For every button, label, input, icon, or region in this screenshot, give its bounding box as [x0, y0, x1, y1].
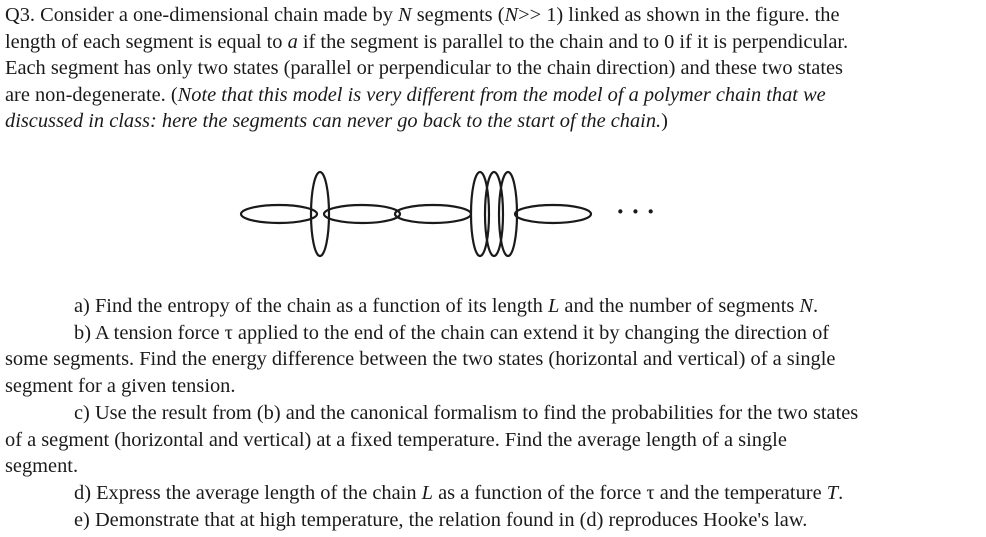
- question-parts: [5, 293, 983, 533]
- italic-note: Note that this model is very different from the model of a polymer chain that we: [177, 83, 826, 106]
- question-line-1: [5, 2, 983, 29]
- question-line-3: Each segment has only two states (parallel or perpendicular to the chain direction) and these two states: [5, 57, 843, 79]
- part-d: [5, 480, 983, 507]
- text-run: d) Express the average length of the chain: [74, 481, 422, 504]
- chain-segment-vertical: [471, 172, 489, 256]
- text-run: are non-degenerate. (: [5, 83, 178, 106]
- chain-segment-horizontal: [241, 205, 317, 223]
- part-a: [5, 293, 983, 320]
- chain-continuation-ellipsis: · · ·: [616, 197, 656, 226]
- variable-l: L: [547, 295, 560, 317]
- part-c-line-3: segment.: [5, 455, 79, 478]
- chain-segment-horizontal: [395, 205, 471, 223]
- text-run: as a function of the force τ and the temperature: [432, 481, 827, 504]
- part-b-line-1: b) A tension force τ applied to the end of the chain can extend it by changing the direction of: [74, 321, 830, 344]
- question-line-2: [5, 29, 983, 56]
- chain-segment-vertical: [311, 172, 329, 256]
- text-run: a) Find the entropy of the chain as a function of its length: [74, 295, 548, 317]
- question-line-5: [5, 108, 983, 135]
- text-run: and the number of segments: [559, 295, 800, 317]
- text-run: >> 1) linked as shown in the figure. the: [518, 4, 840, 26]
- part-e: e) Demonstrate that at high temperature, the relation found in (d) reproduces Hooke's law.: [74, 508, 808, 531]
- text-run: length of each segment is equal to: [5, 30, 288, 53]
- text-run: .: [813, 295, 819, 317]
- text-run: Q3. Consider a one-dimensional chain made by: [5, 4, 398, 26]
- chain-segment-horizontal: [515, 205, 591, 223]
- variable-t: T: [826, 481, 839, 504]
- part-c-line-2: of a segment (horizontal and vertical) at a fixed temperature. Find the average length of a single: [5, 428, 787, 451]
- text-run: ): [661, 110, 668, 132]
- variable-a: a: [287, 30, 298, 53]
- variable-n: N: [504, 4, 519, 26]
- variable-n: N: [799, 295, 814, 317]
- variable-n: N: [398, 4, 412, 26]
- chain-figure: [238, 166, 698, 262]
- variable-l: L: [421, 481, 433, 504]
- text-run: segments (: [411, 4, 505, 26]
- part-b-line-2: some segments. Find the energy difference between the two states (horizontal and vertical) of a single: [5, 348, 836, 371]
- question-line-4: [5, 82, 983, 109]
- part-b-line-3: segment for a given tension.: [5, 375, 236, 398]
- chain-segment-vertical: [485, 172, 503, 256]
- text-run: if the segment is parallel to the chain and to 0 if it is perpendicular.: [297, 30, 849, 53]
- text-run: .: [838, 481, 844, 504]
- part-c-line-1: c) Use the result from (b) and the canonical formalism to find the probabilities for the two states: [74, 401, 859, 424]
- question-statement: [5, 2, 983, 135]
- chain-segment-horizontal: [324, 205, 400, 223]
- italic-note: discussed in class: here the segments can never go back to the start of the chain.: [5, 110, 662, 132]
